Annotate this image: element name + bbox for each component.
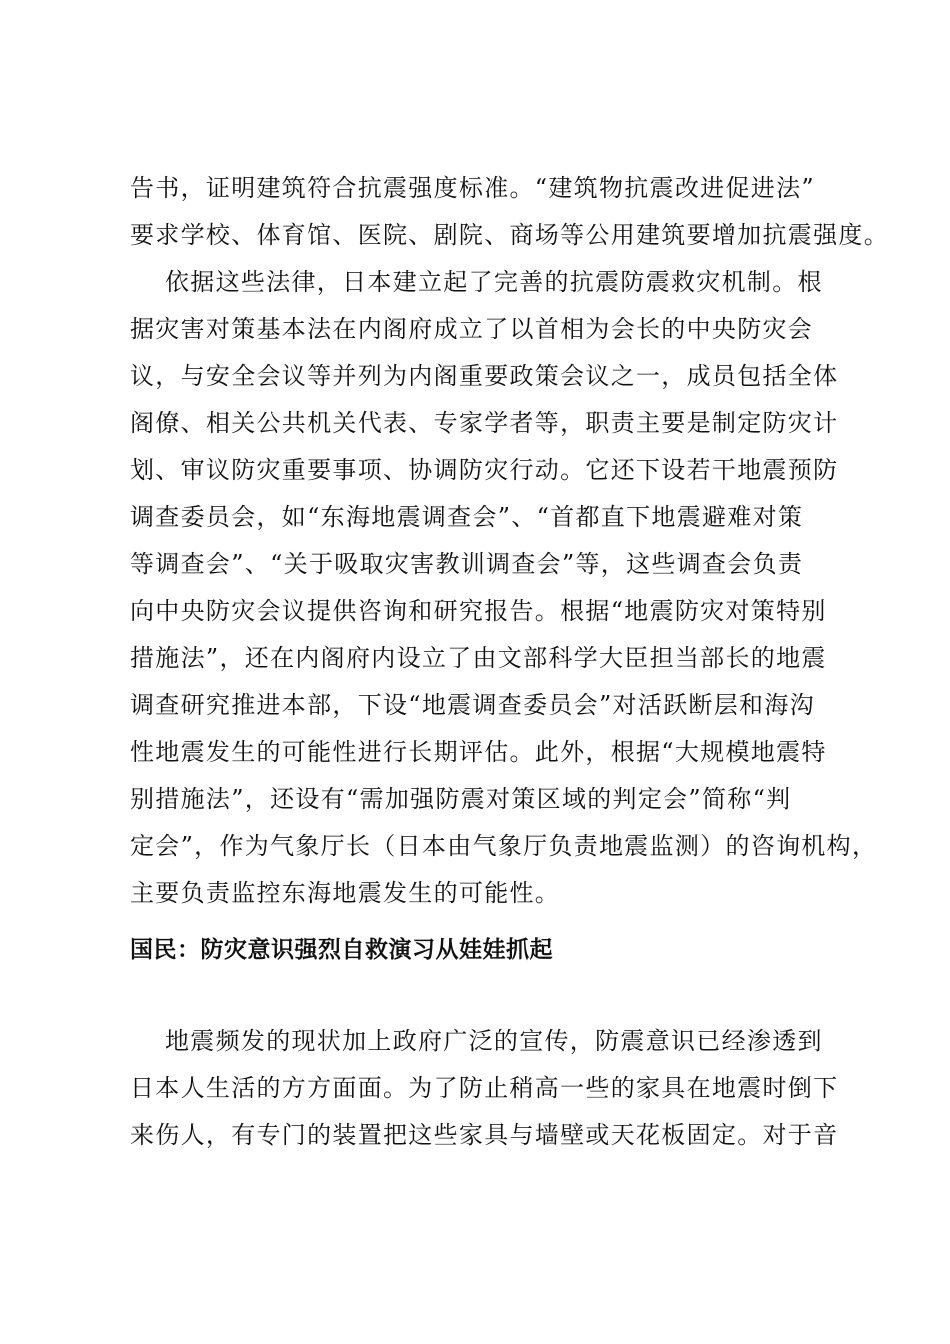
paragraph-line: 议，与安全会议等并列为内阁重要政策会议之一，成员包括全体 [130,362,839,390]
section-heading: 国民：防灾意识强烈自救演习从娃娃抓起 [130,937,553,963]
paragraph-line: 调查委员会，如“东海地震调查会”、“首都直下地震避难对策 [130,503,804,531]
paragraph-line: 来伤人，有专门的装置把这些家具与墙壁或天花板固定。对于音 [130,1121,839,1149]
paragraph-line: 性地震发生的可能性进行长期评估。此外，根据“大规模地震特 [130,738,827,766]
paragraph-line: 主要负责监控东海地震发生的可能性。 [130,879,561,907]
paragraph-line: 措施法”，还在内阁府内设立了由文部科学大臣担当部长的地震 [130,644,827,672]
paragraph-line: 划、审议防灾重要事项、协调防灾行动。它还下设若干地震预防 [130,456,839,484]
paragraph-line: 日本人生活的方方面面。为了防止稍高一些的家具在地震时倒下 [130,1074,839,1102]
paragraph-line: 告书，证明建筑符合抗震强度标准。“建筑物抗震改进促进法” [130,174,815,202]
paragraph-line: 向中央防灾会议提供咨询和研究报告。根据“地震防灾对策特别 [130,597,827,625]
paragraph-line: 定会”，作为气象厅长（日本由气象厅负责地震监测）的咨询机构， [130,832,878,860]
paragraph-line: 等调查会”、“关于吸取灾害教训调查会”等，这些调查会负责 [130,550,804,578]
paragraph-line: 别措施法”，还设有“需加强防震对策区域的判定会”简称“判 [130,785,792,813]
paragraph-line: 调查研究推进本部，下设“地震调查委员会”对活跃断层和海沟 [130,691,815,719]
paragraph-line: 地震频发的现状加上政府广泛的宣传，防震意识已经渗透到 [165,1027,823,1055]
paragraph-line: 要求学校、体育馆、医院、剧院、商场等公用建筑要增加抗震强度。 [130,221,889,249]
paragraph-line: 据灾害对策基本法在内阁府成立了以首相为会长的中央防灾会 [130,315,814,343]
paragraph-line: 阁僚、相关公共机关代表、专家学者等，职责主要是制定防灾计 [130,409,839,437]
paragraph-line: 依据这些法律，日本建立起了完善的抗震防震救灾机制。根 [165,268,823,296]
